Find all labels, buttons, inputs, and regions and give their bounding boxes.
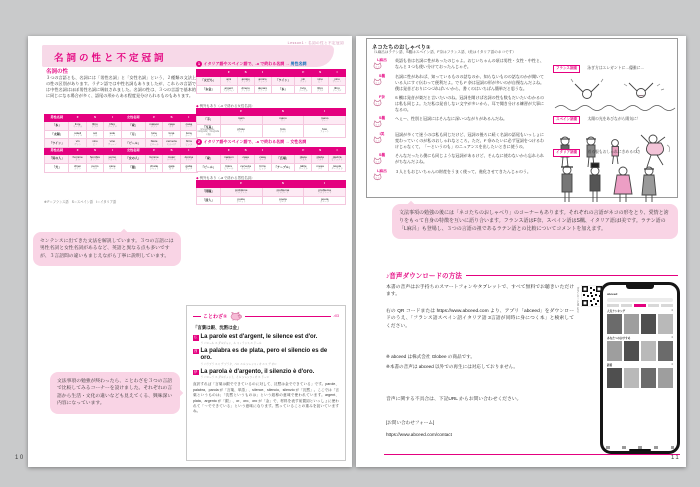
- app-tab: [607, 304, 619, 307]
- app-tabs: [607, 304, 673, 307]
- table-cell: 「犬」: [45, 163, 69, 172]
- table-cell: casa カーザ: [254, 154, 271, 163]
- table-cell: foto フォート: [304, 124, 346, 138]
- language-mark: 西: [194, 348, 198, 353]
- app-tab-active: [634, 304, 646, 307]
- noun-comparison-table: [196, 69, 346, 94]
- table-header-cell: I: [104, 148, 121, 155]
- table-cell: femme ファム: [145, 154, 162, 163]
- table-cell: 「家」: [121, 121, 145, 130]
- table-cell: 「月」: [121, 130, 145, 139]
- table-cell: chien シヤン: [69, 163, 86, 172]
- page-title: 名詞の性と不定冠詞: [54, 53, 167, 64]
- table-header-cell: S: [237, 148, 254, 155]
- nav-icon: [671, 446, 675, 450]
- proverb-sentence: La parola è d'argento, il silenzio è d'oro.: [200, 368, 315, 375]
- table-cell: lune リュヌ: [145, 130, 162, 139]
- table-cell: casa カサ: [237, 154, 254, 163]
- table-header-cell: F: [295, 70, 312, 77]
- table-cell: main マン: [220, 115, 262, 124]
- audio-note-2: ※本書の音声は abceed 以外での再生には対応しておりません。: [386, 364, 519, 369]
- language-mark: 仏: [194, 335, 198, 339]
- table-cell: problema プロブレーマ: [304, 187, 346, 196]
- table-cell: problème プロブレム: [220, 187, 262, 196]
- table-header-cell: 男性名詞: [45, 148, 69, 155]
- table-header-cell: S: [237, 70, 254, 77]
- audio-note-1: ※ abceed は株式会社 Globee の商品です。: [386, 354, 476, 359]
- table-header-cell: I: [304, 181, 346, 188]
- smartphone-mockup: [600, 282, 680, 454]
- table-cell: 「問題」: [197, 187, 221, 196]
- phone-screen: [604, 286, 676, 450]
- proverb-item-text-wrap: [201, 369, 315, 380]
- proverb-item-text-wrap: [201, 334, 318, 345]
- contact-form-label: [お問い合わせフォーム]: [386, 420, 435, 425]
- chat-explain-bubble-text: 文法事項の勉強の後には「ネコたちのおしゃべり」のコーナーもあります。それぞれの言語がネコの形をとり、愛情と誇りをもって自身の特徴を互いに語り合います。フランス語はF奈、スペイン語はS楓、イタリア語はI美です。ラテン語の「L麻呂」も登場し、３つの言語の祖であるラテン語との比較についてコメントを加えます。: [399, 210, 669, 232]
- dialogue-text: 冠詞が多くて迷うのは私も同じだけど、冠詞の後ろに続く名詞の語尾もいっしょに変わっていくのが私のおしゃれなところ。ただ、F 奈みたいに必ず冠詞をつけるわけじゃなくて、「〜というのも」のニュアンスを出したいときに使うの。: [395, 132, 544, 150]
- book-cover-thumbnail: [658, 314, 673, 334]
- bubble-tail: [120, 229, 128, 237]
- table-header-cell: I: [329, 148, 346, 155]
- lesson-header: Lesson1・名詞の性と不定冠詞: [287, 41, 344, 45]
- table-cell: 「お金」: [197, 85, 221, 94]
- speaker-name: L麻呂: [377, 169, 387, 174]
- table-header-cell: 男性名詞: [45, 115, 69, 122]
- proverb-item: [193, 334, 339, 345]
- dash-rule: [193, 316, 201, 317]
- table-cell: donna ドンナ: [180, 154, 197, 163]
- region-tag-italian: イタリア語圏: [553, 149, 580, 157]
- table-header-cell: 女性名詞: [121, 115, 145, 122]
- proverb-item: [193, 348, 339, 366]
- table-cell: hombre オンブレ: [86, 154, 103, 163]
- table-cell: 「テーブル」: [271, 163, 295, 172]
- rule2-result: 女性名詞: [290, 139, 307, 144]
- speaker-name: S楓: [378, 153, 386, 158]
- rule2-heading: [196, 139, 346, 145]
- table-cell: chatte シャット: [145, 163, 162, 172]
- book-cover-thumbnail: [607, 368, 622, 388]
- table-cell: vino ヴィーノ: [104, 139, 121, 148]
- table-header-cell: S: [86, 115, 103, 122]
- table-cell: vin ヴァン: [69, 139, 86, 148]
- book-cover-thumbnail: [658, 341, 673, 361]
- audio-paragraph-3: 音声に関する不具合は、下記URL からお問い合わせください。: [386, 397, 522, 402]
- book-cover-thumbnail: [607, 314, 622, 334]
- dialogue-text: 英語も昔は名詞に性があったのじゃよ。おじいちゃんの頃は男性・女性・中性と、なんと３つも使い分けておったんじゃぞ。: [395, 58, 544, 69]
- illustration-italian-fashion: [553, 162, 663, 206]
- table-cell: 「ビール」: [197, 163, 221, 172]
- phone-home-indicator: [629, 449, 651, 450]
- bubble-tail: [407, 201, 415, 209]
- proverb-item: [193, 369, 339, 380]
- dialogue-speaker: [372, 95, 392, 113]
- header-rule: [245, 316, 331, 317]
- nav-icon: [654, 446, 658, 450]
- table-cell: cerveza セルベサ: [163, 139, 180, 148]
- section-bottom-rule: [384, 454, 680, 455]
- table-cell: 「太陽」: [45, 130, 69, 139]
- speaker-name: S楓: [378, 116, 386, 121]
- noun-comparison-table: [196, 108, 346, 138]
- table-header-cell: I: [180, 115, 197, 122]
- table-cell: livre リーヴル: [69, 121, 86, 130]
- explain-bubble-1-text: センテンスに出てきた文法を解説しています。３つの言語には男性名詞と女性名詞があるなど、英語と異なる点も多いですが、３言語間の違いもまじえながら丁寧に説明しています。: [40, 239, 174, 259]
- dialogue-text: へぇ〜、性別と冠詞にはそんなに深いつながりがあるんだね。: [395, 116, 507, 122]
- book-cover-thumbnail: [607, 341, 622, 361]
- table-cell: tavola ターヴォラ: [329, 163, 346, 172]
- table-cell: libro リブロ: [312, 85, 329, 94]
- table-header-cell: F: [145, 148, 162, 155]
- cat-icon: [372, 136, 383, 145]
- o-exception-table: [196, 108, 346, 138]
- table-header-cell: F: [220, 148, 237, 155]
- audio-paragraph-2: 右の QR コードまたは https://www.abceed.com より、アプリ「abceed」をダウンロードのうえ、「フランス語スペイン語イタリア語 3言語が同時に身につく本」と検索してください。: [386, 309, 574, 329]
- table-cell: piazza ピアッツァ: [329, 154, 346, 163]
- audio-paragraph-1: 本書の音声はお手持ちのスマートフォンやタブレットで、すべて無料でお聴きいただけます。: [386, 285, 574, 298]
- cat-icon: [372, 99, 383, 108]
- table-header-cell: I: [254, 70, 271, 77]
- exception2-note: ◆ 例外もあり（-a で終わる男性名詞）: [196, 175, 254, 180]
- app-cover-row: [607, 341, 673, 361]
- cat-icon: [372, 62, 383, 71]
- table-cell: libro リブロ: [86, 121, 103, 130]
- table-cell: poeta ポエタ: [262, 196, 304, 205]
- table-cell: table ターブル: [295, 163, 312, 172]
- app-section-label: 新着 >: [607, 362, 673, 367]
- region-caption-italian: 着る服もおしゃれにきめるのさ: [587, 150, 641, 155]
- kotowaza-label: ことわざ①: [203, 313, 228, 320]
- rule1-result: 男性名詞: [290, 61, 307, 66]
- book-cover-thumbnail: [624, 368, 639, 388]
- proverb-sentence: La palabra es de plata, pero el silencio es de oro.: [200, 347, 328, 362]
- proverb-sentence: La parole est d'argent, le silence est d'or.: [200, 334, 318, 340]
- cat-icon: [372, 120, 383, 129]
- table-header-cell: F: [295, 148, 312, 155]
- table-cell: poeta ポエータ: [304, 196, 346, 205]
- kotowaza-header: [193, 311, 339, 321]
- app-tab: [621, 304, 633, 307]
- app-tab: [648, 304, 660, 307]
- contact-url: https://www.abceed.com/contact: [386, 432, 452, 437]
- rule1-number: 1: [197, 61, 201, 66]
- proverb-pronunciation: ラ パローラ エ ダルジェント、イル シレンツィオ エ ドーロ: [200, 376, 270, 380]
- app-cover-row: [607, 368, 673, 388]
- table-cell: cerveza セルベサ: [237, 163, 254, 172]
- table-cell: amico アミーコ: [254, 76, 271, 85]
- dialogue-text: S 楓は発音が楽だと言いたいのね。冠詞を聞けば名詞の性も数もだいたいわかるのは私も同じよ。ただ私は発音しない文字が多いから、耳で聞き分ける練習が大事になるの。: [395, 95, 544, 113]
- audio-section-title: ♪音声ダウンロードの方法: [386, 273, 462, 280]
- dialogue-speaker: [372, 132, 392, 150]
- table-cell: gatta ガッタ: [180, 163, 197, 172]
- table-cell: amigo アミーゴ: [237, 76, 254, 85]
- table-header-cell: F: [69, 115, 86, 122]
- audio-track-number: ♪03: [333, 314, 339, 318]
- table-cell: poète ポエット: [220, 196, 262, 205]
- dialogue-speaker: [372, 116, 392, 129]
- explain-bubble-1: [33, 232, 181, 266]
- chat-explain-bubble: [392, 204, 678, 239]
- table-cell: sole ソーレ: [104, 130, 121, 139]
- table-cell: mesa メサ: [312, 163, 329, 172]
- table-header-cell: I: [254, 148, 271, 155]
- pig-icon: [229, 311, 243, 321]
- explain-bubble-2-text: 文法事項の勉強が終わったら、ことわざを３つの言語で比較してみるコーナーを設けました。それぞれの言語から生活・文化の違いなども見えてくる、興味深い内容になっています。: [57, 379, 173, 407]
- table-cell: libro リーブロ: [104, 121, 121, 130]
- book-cover-thumbnail: [641, 368, 656, 388]
- table-cell: argent アルジャン: [220, 85, 237, 94]
- table-cell: 「ワイン」: [271, 76, 295, 85]
- a-exception-table: [196, 180, 346, 205]
- table-cell: luna ルーナ: [180, 130, 197, 139]
- table-cell: 「写真」 (photographie、fotografía、fotografia の略): [197, 124, 221, 138]
- book-cover-thumbnail: [624, 341, 639, 361]
- table-cell: luna ルナ: [163, 130, 180, 139]
- table-header-cell: F: [69, 148, 86, 155]
- nav-icon: [622, 446, 626, 450]
- explain-bubble-2: [50, 372, 180, 414]
- table-cell: 「男の人」: [45, 154, 69, 163]
- app-section-label: 人気ランキング >: [607, 308, 673, 313]
- o-ending-table: [196, 69, 346, 94]
- table-cell: birra ビッラ: [180, 139, 197, 148]
- table-cell: livre リーヴル: [295, 85, 312, 94]
- proverb-item-text-wrap: [201, 348, 340, 366]
- table-header-cell: I: [304, 109, 346, 116]
- dialogue-speaker: [372, 169, 392, 182]
- table-cell: place プラス: [295, 154, 312, 163]
- table-header-cell: I: [329, 70, 346, 77]
- app-cover-row: [607, 314, 673, 334]
- table-cell: uomo ウオーモ: [104, 154, 121, 163]
- left-page: [28, 36, 352, 467]
- table-header-cell: S: [86, 148, 103, 155]
- page-number-left: 10: [15, 455, 25, 461]
- table-header-cell: S: [163, 115, 180, 122]
- speaker-name: F奈: [379, 95, 385, 100]
- cat-icon: [372, 78, 383, 87]
- noun-comparison-table: [196, 180, 346, 205]
- table-cell: maison メゾン: [220, 154, 237, 163]
- noun-comparison-table: [44, 114, 198, 173]
- table-cell: soleil ソレイユ: [69, 130, 86, 139]
- table-cell: vin ヴァン: [295, 76, 312, 85]
- table-cell: dinero ディネロ: [237, 85, 254, 94]
- phone-notch: [626, 284, 654, 289]
- table-legend: ※ F＝フランス語 S＝スペイン語 I＝イタリア語: [44, 200, 117, 204]
- table-cell: 「詩人」: [197, 196, 221, 205]
- table-cell: mano マーノ: [304, 115, 346, 124]
- table-cell: casa カサ: [163, 121, 180, 130]
- table-cell: 「本」: [271, 85, 295, 94]
- app-section-label: あなたへのおすすめ >: [607, 335, 673, 340]
- table-cell: libro リーブロ: [329, 85, 346, 94]
- book-cover-thumbnail: [641, 341, 656, 361]
- table-cell: 「ビール」: [121, 139, 145, 148]
- proverb-pronunciation: ラ パラブラ エス デ プラタ、ペロ エル シレンスィオ エス デ オロ: [200, 362, 277, 366]
- rule2-text: イタリア語やスペイン語で、-a で終わる名詞 →: [203, 139, 291, 144]
- region-french: [553, 60, 677, 116]
- proverb-japanese: 「言葉は銀、沈黙は金」: [193, 325, 242, 330]
- table-header-cell: F: [220, 181, 262, 188]
- table-cell: mano マノ: [262, 115, 304, 124]
- table-cell: 「本」: [45, 121, 69, 130]
- region-caption-spanish: 太陽の光をあびながら陽気に！: [587, 117, 641, 122]
- table-cell: 「猫」: [121, 163, 145, 172]
- table-cell: casa カーザ: [180, 121, 197, 130]
- table-cell: 「家」: [197, 154, 221, 163]
- table-header-cell: S: [312, 148, 329, 155]
- exception1-note: ◆ 例外もあり（-o で終わる女性名詞）: [196, 103, 254, 108]
- region-italian: [553, 144, 681, 206]
- app-search-bar: [607, 298, 673, 302]
- dialogue-turn: [372, 58, 544, 71]
- table-cell: problema プロブレマ: [262, 187, 304, 196]
- proverb-list: [193, 334, 339, 379]
- table-cell: photo フォト: [220, 124, 262, 138]
- table-cell: mujer ムヘール: [163, 154, 180, 163]
- app-book-sections: [607, 309, 673, 388]
- noun-comparison-table: [196, 147, 346, 172]
- table-header-cell: F: [220, 109, 262, 116]
- table-cell: cane カーネ: [104, 163, 121, 172]
- table-cell: vino ヴィーノ: [329, 76, 346, 85]
- proverb-commentary: 直訳すれば「言葉は銀でできているのに対して、沈黙は金でできている」です。parole、palabra、parola が「言葉、単語」、silence、silencio、silenzio が「沈黙」。ここでは「言葉というものは」「沈黙というものは」という総称の意味で使われています。argent、plata、argento が「銀」、or、oro、oro が「金」で、材料を表す前置詞といっしょに使われて「〜でできている」という意味になります。黙っていることの重みを説いていますね。: [193, 382, 339, 414]
- table-cell: plaza プラサ: [312, 154, 329, 163]
- table-cell: 「女の人」: [121, 154, 145, 163]
- cat-icon: [372, 173, 383, 182]
- rule1-heading: [196, 61, 346, 67]
- table-cell: foto フォト: [262, 124, 304, 138]
- region-tag-spanish: スペイン語圏: [553, 116, 580, 124]
- dialogue-list: [372, 58, 544, 185]
- table-cell: homme オム: [69, 154, 86, 163]
- dialogue-speaker: [372, 74, 392, 92]
- app-name: abceed: [607, 292, 618, 296]
- table-cell: 「広場」: [271, 154, 295, 163]
- table-cell: denaro デナーロ: [254, 85, 271, 94]
- table-cell: birra ビッラ: [254, 163, 271, 172]
- dialogue-text: 名詞に性があれば、知っているものの話なのか、知らないものの話なのかが聞いている人にすぐ伝わって便利だよ。でも F 奈は冠詞の形が多いのが自慢なんだよね。僕は発音どおりにつづればいいから、書くのはいちばん簡単だと思うな。: [395, 74, 544, 92]
- speaker-name: I美: [379, 132, 385, 137]
- speaker-name: S楓: [378, 74, 386, 79]
- table-cell: maison メゾン: [145, 121, 162, 130]
- section-heading: 名詞の性: [46, 69, 69, 75]
- table-cell: sol ソル: [86, 130, 103, 139]
- dialogue-speaker: [372, 153, 392, 166]
- dialogue-turn: [372, 95, 544, 113]
- table-cell: bière ビエール: [145, 139, 162, 148]
- kotowaza-box: [186, 305, 346, 461]
- book-cover-thumbnail: [658, 368, 673, 388]
- right-page: [356, 36, 686, 467]
- cat-icon: [372, 157, 383, 166]
- app-tab: [661, 304, 673, 307]
- table-header-cell: S: [312, 70, 329, 77]
- rule1-text: イタリア語やスペイン語で、-o で終わる名詞 →: [203, 61, 291, 66]
- table-header-cell: S: [262, 109, 304, 116]
- dialogue-text: ３人ともおじいちゃんの財産をうまく使って、進化させてきたんじゃのう。: [395, 169, 531, 175]
- dialogue-turn: [372, 116, 544, 129]
- nav-icon: [606, 446, 610, 450]
- dialogue-turn: [372, 132, 544, 150]
- audio-section-header: [386, 270, 678, 280]
- dialogue-turn: [372, 169, 544, 182]
- table-header-cell: S: [262, 181, 304, 188]
- table-header-cell: I: [180, 148, 197, 155]
- speaker-name: L麻呂: [377, 58, 387, 62]
- page-number-right: 11: [671, 455, 681, 461]
- table-cell: gata ガタ: [163, 163, 180, 172]
- bubble-tail: [175, 389, 183, 397]
- table-cell: vino ビノ: [312, 76, 329, 85]
- table-header-cell: I: [104, 115, 121, 122]
- chat-subtitle: （L麻呂はラテン語、S楓はスペイン語、F奈はフランス語、I美はイタリア語のネコです）: [372, 50, 516, 54]
- dialogue-text: そんなだったら僕にも同じような冠詞があるけど、そんなに使わないから忘れられがちなんだよね。: [395, 153, 544, 165]
- dialogue-turn: [372, 153, 544, 166]
- table-header-cell: S: [163, 148, 180, 155]
- rule2-number: 2: [197, 139, 201, 144]
- table-cell: vino ビノ: [86, 139, 103, 148]
- book-cover-thumbnail: [624, 314, 639, 334]
- qr-vertical-label: ダウンロードはこちら: [576, 287, 579, 313]
- proverb-pronunciation: ラ パロール エ ダルジャン、ル スィランス エ ドール: [200, 341, 262, 345]
- a-ending-table: [196, 147, 346, 172]
- table-cell: 「手」: [197, 115, 221, 124]
- table-header-cell: F: [220, 70, 237, 77]
- gender-table: [44, 114, 198, 173]
- table-header-cell: F: [145, 115, 162, 122]
- section-body: ３つの言語とも、名詞には「男性名詞」と「女性名詞」という、２種類の文法上の性の区別があります。ラテン語では中性名詞もありましたが、これらの言語では中性名詞はほぼ男性名詞に吸収されました。名詞の性は、３つの言語で基本的に同じになる場合が多く、語尾の形からある程度見分けられるものもあります。: [46, 75, 196, 99]
- language-mark: 伊: [194, 369, 198, 374]
- table-header-cell: 女性名詞: [121, 148, 145, 155]
- table-cell: bière ビエール: [220, 163, 237, 172]
- chat-title: ネコたちのおしゃべり①: [372, 45, 431, 51]
- table-cell: perro ペロ: [86, 163, 103, 172]
- book-cover-thumbnail: [641, 314, 656, 334]
- header-rule: [466, 275, 678, 276]
- region-caption-french: 泳ぎ方はエレガントに…優雅に…: [587, 66, 645, 71]
- dialogue-speaker: [372, 58, 392, 71]
- table-cell: 「ワイン」: [45, 139, 69, 148]
- dialogue-turn: [372, 74, 544, 92]
- region-tag-french: フランス語圏: [553, 65, 580, 73]
- table-cell: ami アミ: [220, 76, 237, 85]
- table-cell: 「友だち」: [197, 76, 221, 85]
